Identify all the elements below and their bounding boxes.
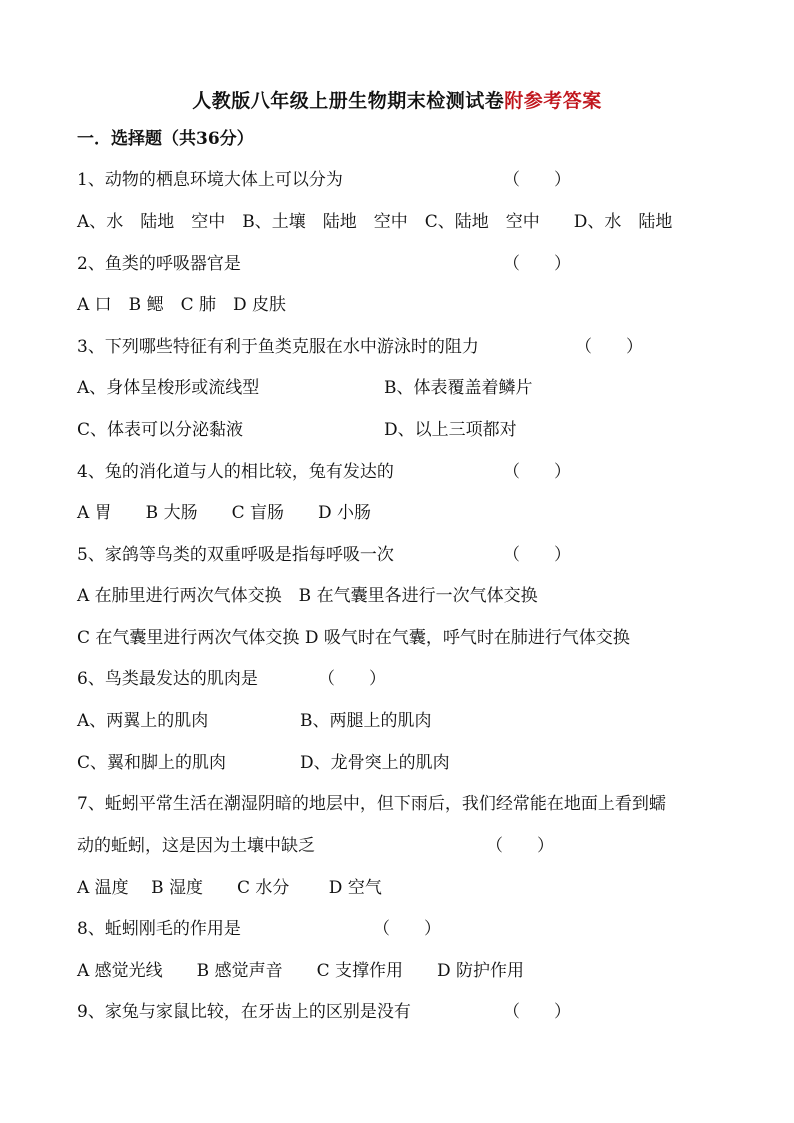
- question-7-bracket: （ ）: [486, 836, 554, 856]
- question-4-options: A 胃 B 大肠 C 盲肠 D 小肠: [77, 503, 372, 523]
- question-1-stem: 1、动物的栖息环境大体上可以分为: [77, 170, 343, 190]
- question-9-stem: 9、家兔与家鼠比较，在牙齿上的区别是没有: [77, 1002, 411, 1022]
- question-1-options: A、水 陆地 空中 B、土壤 陆地 空中 C、陆地 空中 D、水 陆地: [77, 212, 673, 232]
- title-accent: 附参考答案: [504, 90, 602, 112]
- question-5-bracket: （ ）: [503, 545, 571, 565]
- question-4-stem: 4、兔的消化道与人的相比较，兔有发达的: [77, 462, 394, 482]
- question-2-stem: 2、鱼类的呼吸器官是: [77, 254, 241, 274]
- title-main: 人教版八年级上册生物期末检测试卷: [192, 90, 505, 112]
- question-5-options-line-2: C 在气囊里进行两次气体交换 D 吸气时在气囊，呼气时在肺进行气体交换: [77, 628, 630, 648]
- question-8-options: A 感觉光线 B 感觉声音 C 支撑作用 D 防护作用: [77, 961, 525, 981]
- question-3-bracket: （ ）: [575, 337, 643, 357]
- question-2-bracket: （ ）: [503, 254, 571, 274]
- question-4-bracket: （ ）: [503, 462, 571, 482]
- question-3-stem: 3、下列哪些特征有利于鱼类克服在水中游泳时的阻力: [77, 337, 479, 357]
- question-6-stem: 6、鸟类最发达的肌肉是: [77, 669, 258, 689]
- question-6-option-d: D、龙骨突上的肌肉: [300, 753, 450, 773]
- question-6-option-a: A、两翼上的肌肉: [77, 711, 209, 731]
- question-9-bracket: （ ）: [503, 1002, 571, 1022]
- question-8-bracket: （ ）: [373, 919, 441, 939]
- question-6-option-b: B、两腿上的肌肉: [300, 711, 432, 731]
- section-heading: 一．选择题（共36分）: [77, 129, 254, 149]
- question-3-option-d: D、以上三项都对: [384, 420, 517, 440]
- page-title: [0, 86, 794, 113]
- question-1-bracket: （ ）: [503, 170, 571, 190]
- question-7-stem-continued: 动的蚯蚓，这是因为土壤中缺乏: [77, 836, 315, 856]
- question-3-option-b: B、体表覆盖着鳞片: [384, 378, 533, 398]
- question-8-stem: 8、蚯蚓刚毛的作用是: [77, 919, 241, 939]
- question-3-option-a: A、身体呈梭形或流线型: [77, 378, 260, 398]
- question-6-bracket: （ ）: [318, 669, 386, 689]
- question-5-options-line-1: A 在肺里进行两次气体交换 B 在气囊里各进行一次气体交换: [77, 586, 538, 606]
- question-6-option-c: C、翼和脚上的肌肉: [77, 753, 227, 773]
- question-3-option-c: C、体表可以分泌黏液: [77, 420, 244, 440]
- question-7-options: A 温度 B 湿度 C 水分 D 空气: [77, 878, 382, 898]
- question-2-options: A 口 B 鳃 C 肺 D 皮肤: [77, 295, 287, 315]
- question-7-stem: 7、蚯蚓平常生活在潮湿阴暗的地层中，但下雨后，我们经常能在地面上看到蠕: [77, 794, 666, 814]
- question-5-stem: 5、家鸽等鸟类的双重呼吸是指每呼吸一次: [77, 545, 394, 565]
